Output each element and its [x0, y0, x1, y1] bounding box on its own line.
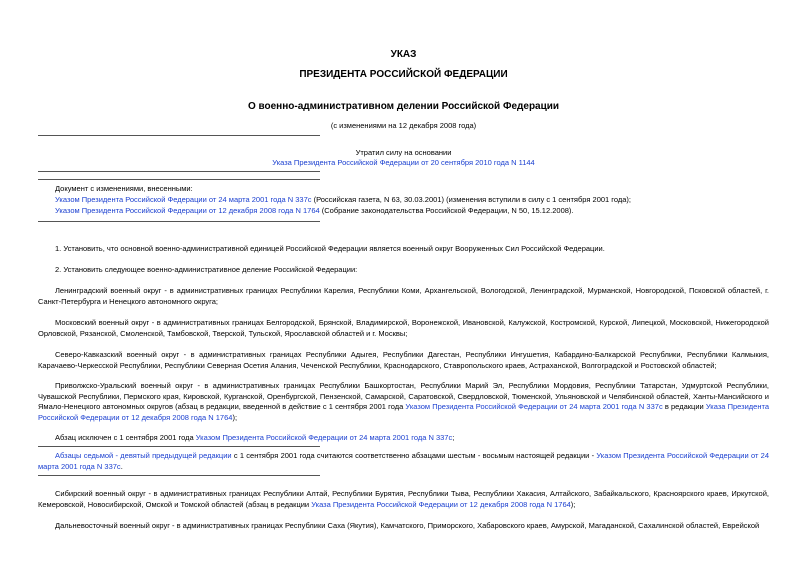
previous-edition-link[interactable]: Абзацы седьмой - девятый предыдущей редакции [55, 451, 232, 460]
decree-link[interactable]: Указа Президента Российской Федерации от 12 декабря 2008 года N 1764 [38, 402, 769, 422]
paragraph-text: ); [570, 499, 576, 509]
paragraph-leningrad: Ленинградский военный округ - в административных границах Республики Карелия, Республики Коми, Архангельской, Вологодской, Ленинградской, Мурманской, Новгородской, Псковской областей, г. Санкт-Петербурга и Ненецкого автономного округа; [38, 286, 769, 306]
lost-force-link[interactable]: Указа Президента Российской Федерации от 20 сентября 2010 года N 1144 [272, 158, 535, 167]
divider [38, 221, 320, 222]
divider [38, 446, 320, 447]
paragraph-text: Сибирский военный округ - в административных границах Республики Алтай, Республики Бурятия, Республики Тыва, Республики Хакасия, Алтайского, Забайкальского, Красноярского краев, Иркутской, Кемеровской, Новосибирской, Омской и Томской областей (абзац в редакции [38, 489, 769, 509]
divider [38, 179, 320, 180]
lost-force-label: Утратил силу на основании [355, 148, 452, 157]
amendment-item [55, 195, 631, 204]
paragraph-1: 1. Установить, что основной военно-административной единицей Российской Федерации является военный округ Вооруженных Сил Российской Федерации. [55, 244, 605, 253]
paragraph-text: в редакции [662, 402, 706, 411]
paragraph-text: Приволжско-Уральский военный округ - в административных границах Республики Башкортостан, Республики Марий Эл, Республики Мордовия, Республики Татарстан, Удмуртской Республики, Чувашской Республики, Пермского края, Кировской, Курганской, Оренбургской, Пензенской, Самарской, Саратовской, Свердловской, Тюменской, Ульяновской и Челябинской областей, Ханты-Мансийского и Ямало-Ненецкого автономных округов (абзац в редакции, введенной в действие с 1 сентября 2001 года [38, 381, 769, 411]
paragraph-2: 2. Установить следующее военно-административное деление Российской Федерации: [55, 265, 358, 274]
paragraph-text: ); [232, 412, 238, 422]
amendment-link[interactable]: Указом Президента Российской Федерации от 24 марта 2001 года N 337с [55, 195, 312, 204]
paragraph-far-east: Дальневосточный военный округ - в административных границах Республики Саха (Якутия), Камчатского, Приморского, Хабаровского краев, Амурской, Магаданской, Сахалинской областей, Еврейской [55, 521, 760, 530]
doc-title-president: ПРЕЗИДЕНТА РОССИЙСКОЙ ФЕДЕРАЦИИ [299, 69, 508, 80]
amendment-item [55, 206, 574, 215]
paragraph-text: с 1 сентября 2001 года считаются соответственно абзацами шестым - восьмым настоящей редакции - [231, 451, 597, 460]
paragraph-volga-ural [38, 381, 769, 423]
amendment-text: (Собрание законодательства Российской Федерации, N 50, 15.12.2008). [319, 206, 574, 215]
divider [38, 135, 320, 136]
paragraph-renumbering [38, 451, 769, 472]
amendment-link[interactable]: Указом Президента Российской Федерации от 12 декабря 2008 года N 1764 [55, 206, 320, 215]
decree-link[interactable]: Указом Президента Российской Федерации от 24 марта 2001 года N 337с [38, 451, 769, 471]
paragraph-moscow: Московский военный округ - в административных границах Белгородской, Брянской, Владимирской, Воронежской, Ивановской, Калужской, Костромской, Курской, Липецкой, Московской, Нижегородской Орловской, Рязанской, Смоленской, Тамбовской, Тверской, Тульской, Ярославской областей и г. Москвы; [38, 318, 769, 338]
amendment-text: (Российская газета, N 63, 30.03.2001) (изменения вступили в силу с 1 сентября 2001 года); [311, 195, 631, 204]
decree-link[interactable]: Указа Президента Российской Федерации от 12 декабря 2008 года N 1764 [311, 499, 571, 509]
doc-title-ukaz: УКАЗ [390, 49, 417, 60]
decree-link[interactable]: Указом Президента Российской Федерации от 24 марта 2001 года N 337с [405, 402, 663, 411]
paragraph-text: . [120, 461, 123, 471]
amendments-heading: Документ с изменениями, внесенными: [55, 184, 193, 193]
divider [38, 171, 320, 172]
doc-title-subject: О военно-административном делении Российской Федерации [247, 101, 560, 112]
divider [38, 475, 320, 476]
revision-note: (с изменениями на 12 декабря 2008 года) [330, 121, 477, 130]
paragraph-siberia [38, 489, 769, 510]
paragraph-excluded [38, 433, 769, 444]
paragraph-north-caucasus: Северо-Кавказский военный округ - в административных границах Республики Адыгея, Республики Дагестан, Республики Ингушетия, Кабардино-Балкарской Республики, Республики Калмыкия, Карачаево-Черкесской Республики, Республики Северная Осетия Алания, Чеченской Республики, Краснодарского, Ставропольского краев, Астраханской, Волгоградской и Ростовской областей; [38, 350, 769, 370]
paragraph-text: Абзац исключен с 1 сентября 2001 года [55, 433, 196, 442]
decree-link[interactable]: Указом Президента Российской Федерации от 24 марта 2001 года N 337с [195, 433, 453, 442]
paragraph-text: ; [452, 433, 455, 442]
